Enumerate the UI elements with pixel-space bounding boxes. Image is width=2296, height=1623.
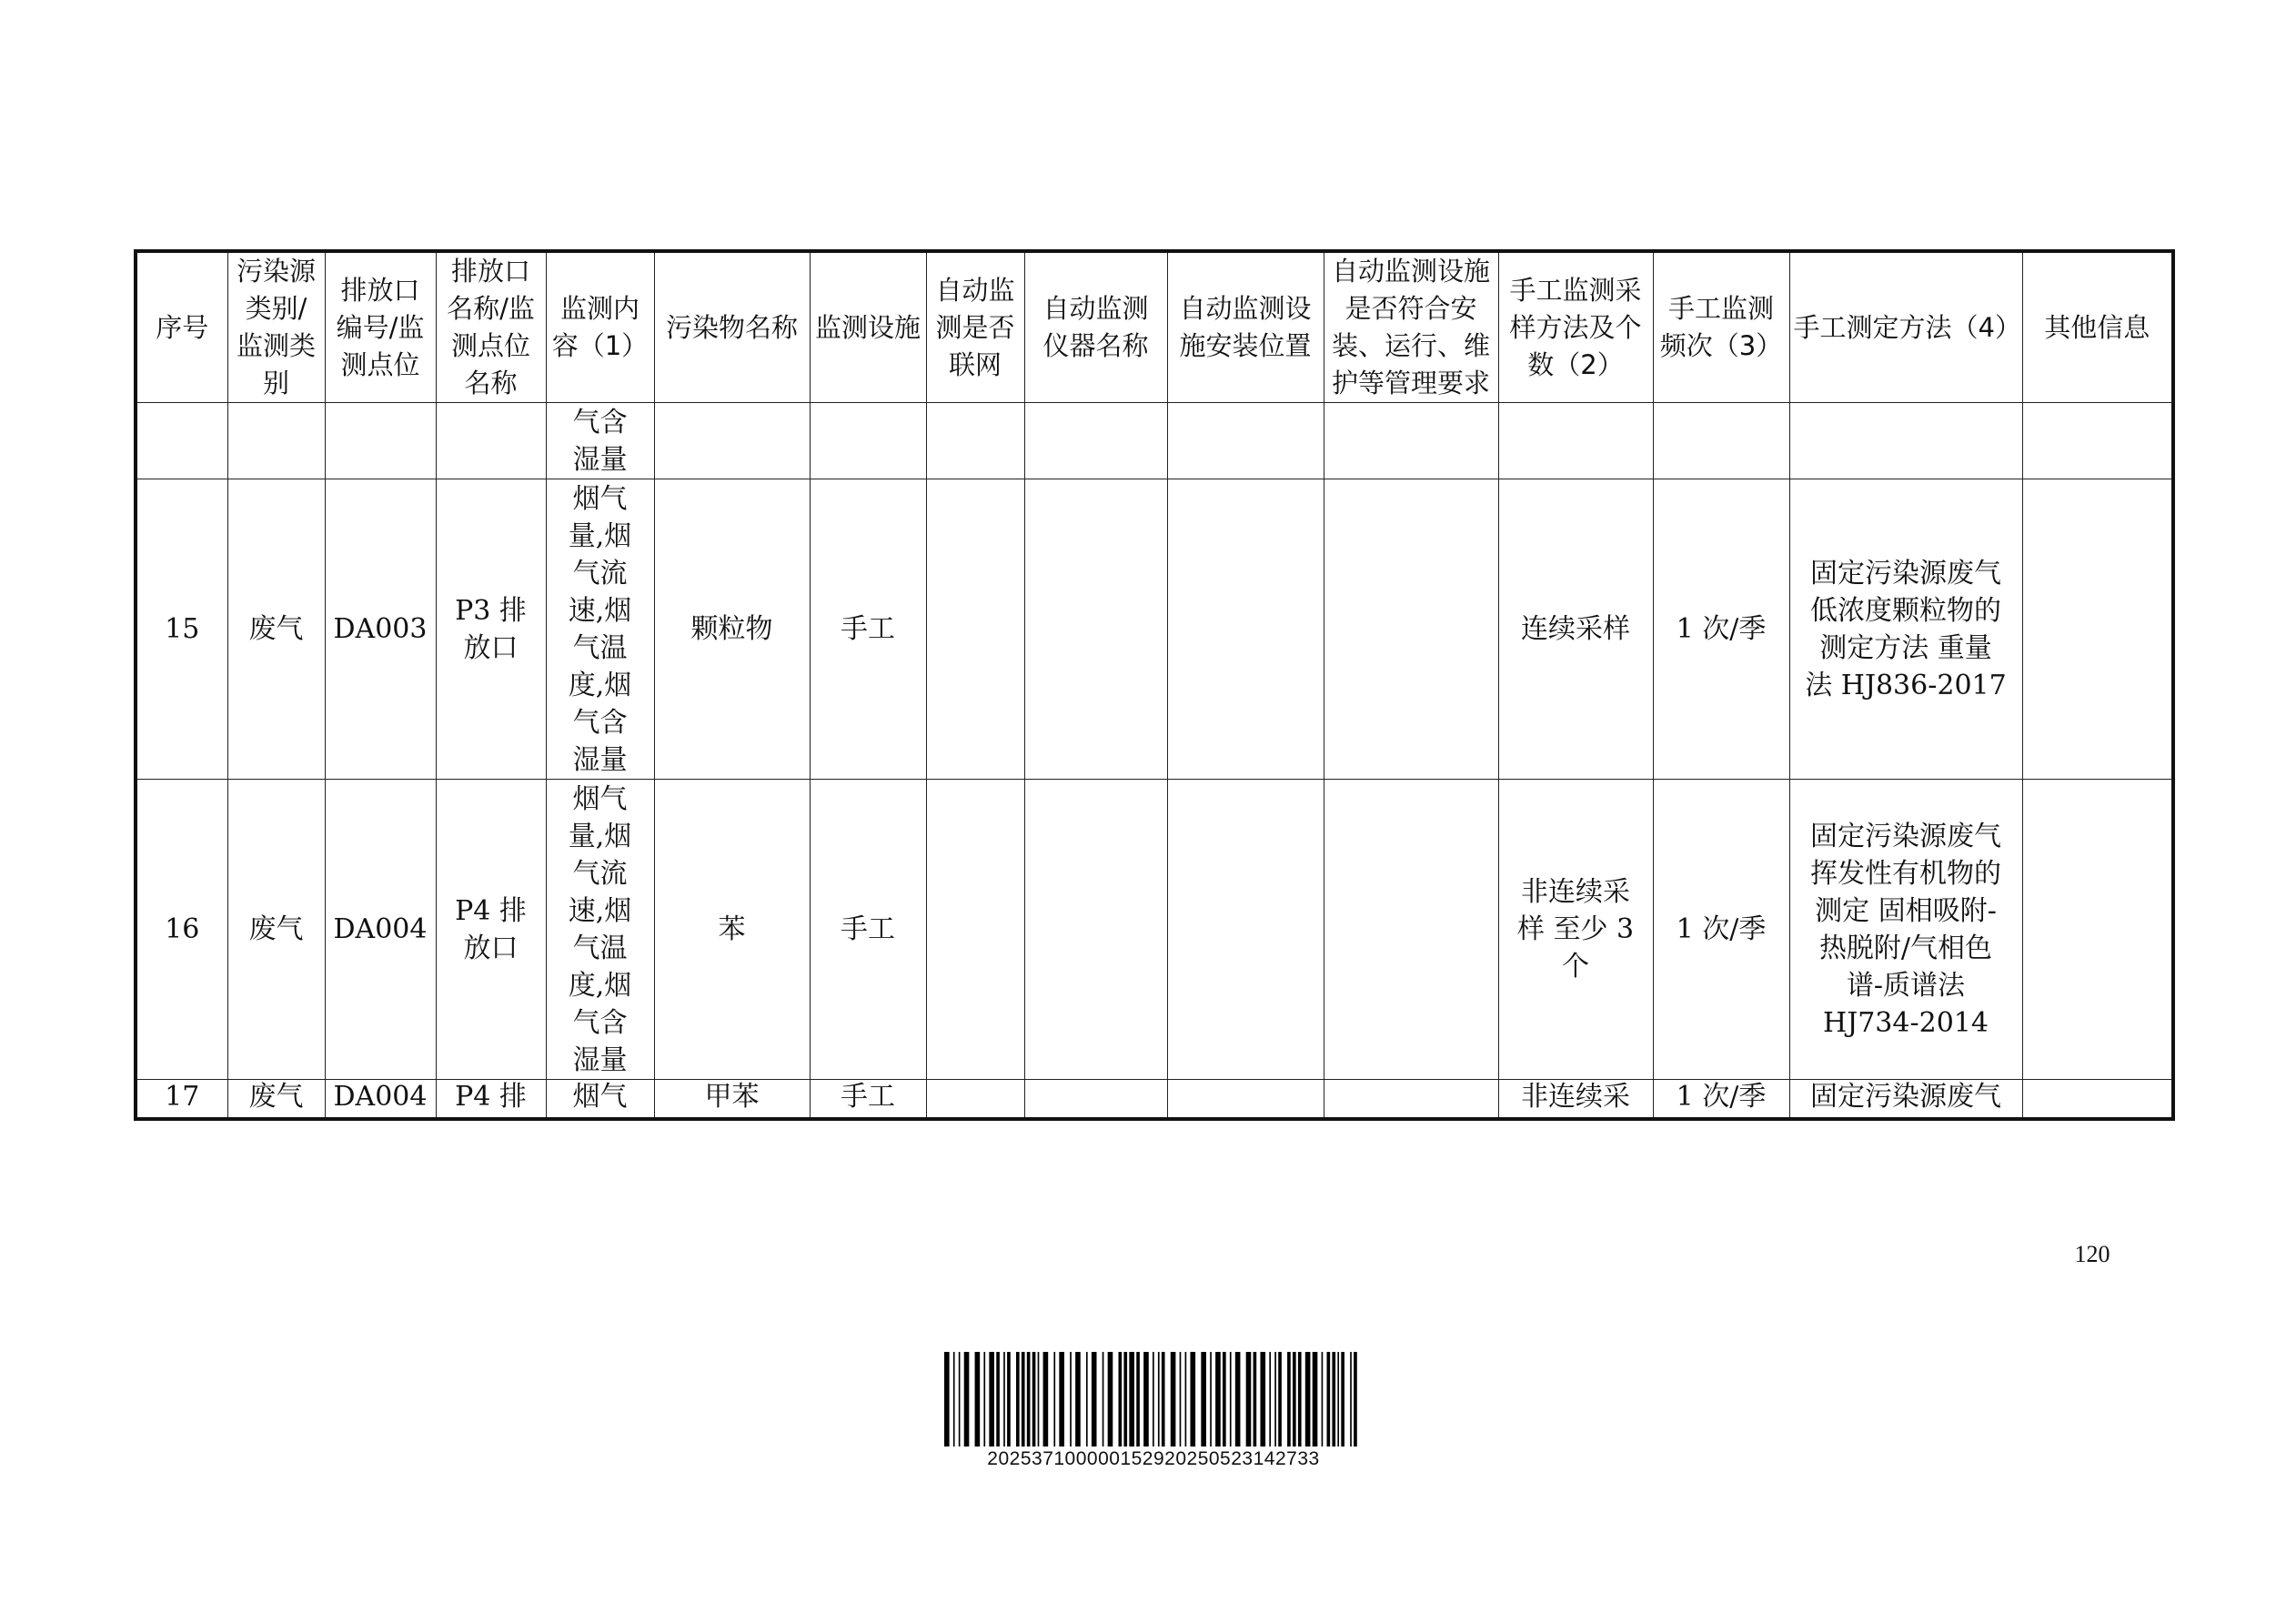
barcode-bar xyxy=(1201,1352,1206,1447)
barcode-bar xyxy=(1092,1352,1097,1447)
table-cell: 连续采样 xyxy=(1498,479,1653,780)
table-cell: 1 次/季 xyxy=(1653,479,1789,780)
table-cell: 15 xyxy=(136,479,227,780)
table-cell xyxy=(436,403,546,479)
barcode-bar xyxy=(1332,1352,1335,1447)
table-cell xyxy=(2022,780,2173,1080)
table-cell xyxy=(1167,479,1324,780)
barcode-bar xyxy=(1190,1352,1195,1447)
table-cell: 固定污染源废气 xyxy=(1789,1080,2022,1119)
barcode-bar xyxy=(1322,1352,1324,1447)
table-cell xyxy=(136,403,227,479)
table-cell: DA003 xyxy=(325,479,436,780)
barcode-bar xyxy=(1293,1352,1296,1447)
barcode-bar xyxy=(1313,1352,1318,1447)
table-cell xyxy=(2022,1080,2173,1119)
table-cell xyxy=(2022,479,2173,780)
header-cell: 污染源 类别/ 监测类 别 xyxy=(227,251,325,403)
header-cell: 其他信息 xyxy=(2022,251,2173,403)
table-cell xyxy=(325,403,436,479)
table-cell: 废气 xyxy=(227,1080,325,1119)
table-cell xyxy=(1498,403,1653,479)
table-cell xyxy=(1024,479,1167,780)
table-cell: P4 排 xyxy=(436,1080,546,1119)
barcode-bar xyxy=(1171,1352,1176,1447)
barcode-bar xyxy=(1278,1352,1282,1447)
barcode-bar xyxy=(1162,1352,1165,1447)
barcode-bar xyxy=(1086,1352,1088,1447)
barcode-bar xyxy=(1298,1352,1302,1447)
header-cell: 自动监测设施 是否符合安 装、运行、维 护等管理要求 xyxy=(1324,251,1498,403)
barcode-bar xyxy=(944,1352,950,1447)
table-cell: 苯 xyxy=(654,780,810,1080)
table-cell: 颗粒物 xyxy=(654,479,810,780)
table-cell: 16 xyxy=(136,780,227,1080)
barcode-bar xyxy=(953,1352,955,1447)
barcode-bar xyxy=(1123,1352,1127,1447)
page-number: 120 xyxy=(2074,1241,2110,1267)
table-cell: 废气 xyxy=(227,479,325,780)
table-cell: 手工 xyxy=(810,780,926,1080)
barcode-bar xyxy=(1305,1352,1311,1447)
table-cell: 1 次/季 xyxy=(1653,1080,1789,1119)
barcode-bar xyxy=(1210,1352,1212,1447)
barcode-bar xyxy=(1059,1352,1064,1447)
barcode-bar xyxy=(1269,1352,1271,1447)
barcode-number: 202537100000152920250523142733 xyxy=(987,1448,1320,1469)
barcode-bar xyxy=(1215,1352,1221,1447)
header-cell: 污染物名称 xyxy=(654,251,810,403)
barcode-bar xyxy=(1032,1352,1036,1447)
barcode-bar xyxy=(1158,1352,1160,1447)
header-row xyxy=(136,251,2173,403)
barcode-bar xyxy=(1327,1352,1331,1447)
barcode-bar xyxy=(996,1352,1000,1447)
table-cell xyxy=(1789,403,2022,479)
table-cell xyxy=(1024,403,1167,479)
barcode-bar xyxy=(964,1352,970,1447)
table-cell: 1 次/季 xyxy=(1653,780,1789,1080)
table-cell xyxy=(1024,780,1167,1080)
barcode-bar xyxy=(1254,1352,1257,1447)
table-cell: 废气 xyxy=(227,780,325,1080)
table-cell: DA004 xyxy=(325,780,436,1080)
barcode-bar xyxy=(1075,1352,1081,1447)
barcode-bar xyxy=(1043,1352,1049,1447)
table-cell xyxy=(1167,780,1324,1080)
table-cell: DA004 xyxy=(325,1080,436,1119)
barcode-bar xyxy=(1038,1352,1040,1447)
barcode-bar xyxy=(1185,1352,1187,1447)
table-cell: 烟气 量,烟 气流 速,烟 气温 度,烟 气含 湿量 xyxy=(546,780,654,1080)
header-cell: 监测设施 xyxy=(810,251,926,403)
barcode-bar xyxy=(1070,1352,1072,1447)
barcode-bar xyxy=(1246,1352,1252,1447)
header-cell: 排放口 名称/监 测点位 名称 xyxy=(436,251,546,403)
barcode-bar xyxy=(959,1352,961,1447)
header-cell: 手工监测 频次（3） xyxy=(1653,251,1789,403)
table-cell xyxy=(1324,780,1498,1080)
table-cell xyxy=(1167,403,1324,479)
barcode-bar xyxy=(1235,1352,1241,1447)
table-cell: 烟气 量,烟 气流 速,烟 气温 度,烟 气含 湿量 xyxy=(546,479,654,780)
table-cell xyxy=(1324,479,1498,780)
barcode-bar xyxy=(1027,1352,1031,1447)
table-cell xyxy=(1024,1080,1167,1119)
barcode-bar xyxy=(1223,1352,1226,1447)
barcode-bar xyxy=(1016,1352,1020,1447)
barcode-bar xyxy=(1153,1352,1154,1447)
table-cell xyxy=(926,479,1024,780)
table-row xyxy=(136,479,2173,780)
table-row xyxy=(136,780,2173,1080)
table-cell: 手工 xyxy=(810,1080,926,1119)
barcode-bar xyxy=(1341,1352,1344,1447)
barcode-bar xyxy=(1354,1352,1357,1447)
table-cell: 烟气 xyxy=(546,1080,654,1119)
header-cell: 手工测定方法（4） xyxy=(1789,251,2022,403)
barcode-bar xyxy=(1337,1352,1339,1447)
table-cell xyxy=(926,403,1024,479)
barcode-bar xyxy=(1350,1352,1352,1447)
table-cell: 17 xyxy=(136,1080,227,1119)
barcode-bar xyxy=(975,1352,981,1447)
table-cell xyxy=(654,403,810,479)
monitoring-table xyxy=(134,249,2175,1121)
barcode-bar xyxy=(1053,1352,1055,1447)
barcode-bar xyxy=(1108,1352,1113,1447)
barcode-bar xyxy=(1103,1352,1104,1447)
header-cell: 手工监测采 样方法及个 数（2） xyxy=(1498,251,1653,403)
barcode-bar xyxy=(1274,1352,1276,1447)
barcode-bar xyxy=(983,1352,985,1447)
table-cell xyxy=(1167,1080,1324,1119)
barcode-bar xyxy=(1003,1352,1005,1447)
table-cell xyxy=(1653,403,1789,479)
table-cell xyxy=(1324,1080,1498,1119)
table-cell xyxy=(2022,403,2173,479)
table-cell: 非连续采 样 至少 3 个 xyxy=(1498,780,1653,1080)
table-cell xyxy=(810,403,926,479)
barcode-bar xyxy=(1119,1352,1123,1447)
barcode-bar xyxy=(1136,1352,1140,1447)
barcode-bar xyxy=(1022,1352,1025,1447)
table-cell: 非连续采 xyxy=(1498,1080,1653,1119)
table-cell xyxy=(227,403,325,479)
table-cell xyxy=(926,780,1024,1080)
header-cell: 监测内 容（1） xyxy=(546,251,654,403)
barcode-bar xyxy=(989,1352,994,1447)
barcode-bar xyxy=(1287,1352,1291,1447)
barcode-bar xyxy=(1260,1352,1265,1447)
barcode-bar xyxy=(1007,1352,1011,1447)
barcode-bar xyxy=(1129,1352,1134,1447)
header-cell: 排放口 编号/监 测点位 xyxy=(325,251,436,403)
table-cell xyxy=(1324,403,1498,479)
barcode-bar xyxy=(1143,1352,1149,1447)
barcode-bar xyxy=(1230,1352,1232,1447)
barcode-bar xyxy=(1180,1352,1182,1447)
table-row xyxy=(136,1080,2173,1119)
table-cell: 固定污染源废气 低浓度颗粒物的 测定方法 重量 法 HJ836-2017 xyxy=(1789,479,2022,780)
table-row-continuation xyxy=(136,403,2173,479)
table-cell: 气含 湿量 xyxy=(546,403,654,479)
table-cell: 手工 xyxy=(810,479,926,780)
table-cell: 甲苯 xyxy=(654,1080,810,1119)
table-cell: P3 排 放口 xyxy=(436,479,546,780)
table-cell: 固定污染源废气 挥发性有机物的 测定 固相吸附- 热脱附/气相色 谱-质谱法 HJ734-2014 xyxy=(1789,780,2022,1080)
table-cell xyxy=(926,1080,1024,1119)
table-cell: P4 排 放口 xyxy=(436,780,546,1080)
header-cell: 序号 xyxy=(136,251,227,403)
header-cell: 自动监 测是否 联网 xyxy=(926,251,1024,403)
header-cell: 自动监测设 施安装位置 xyxy=(1167,251,1324,403)
barcode-bars xyxy=(944,1352,1363,1447)
barcode xyxy=(944,1352,1363,1470)
header-cell: 自动监测 仪器名称 xyxy=(1024,251,1167,403)
